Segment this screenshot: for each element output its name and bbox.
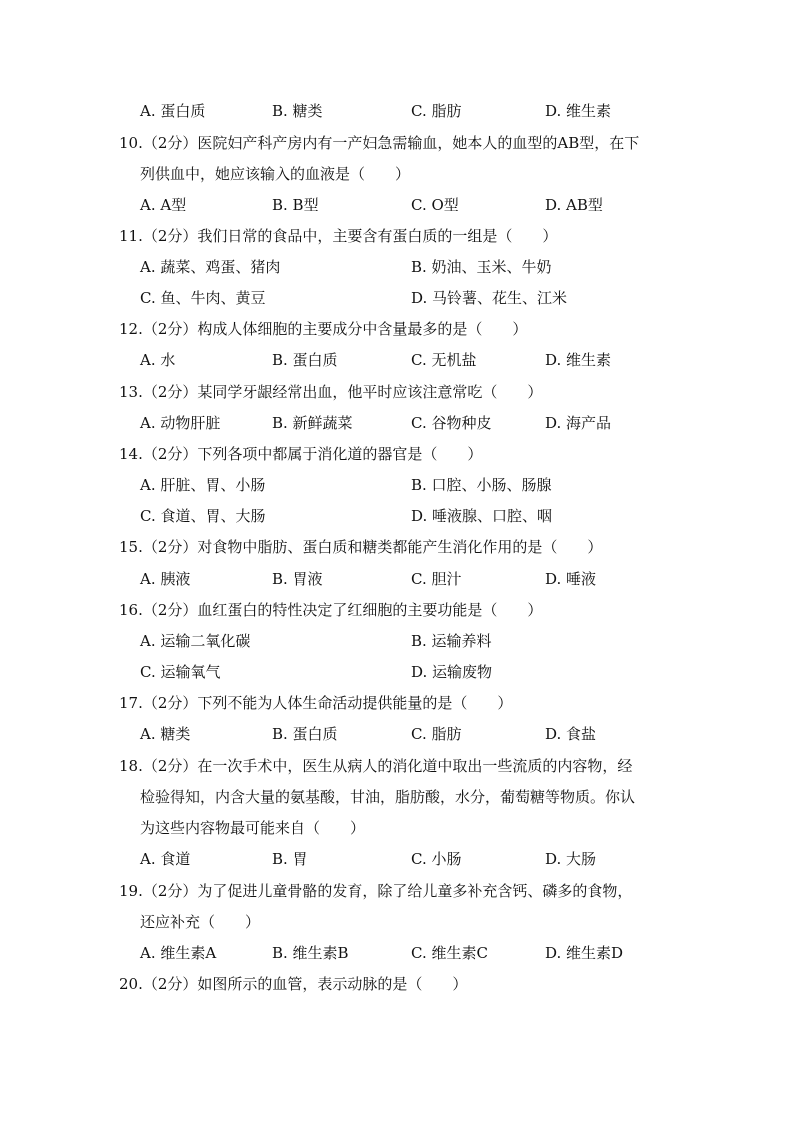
option-d: D. 维生素 bbox=[545, 351, 612, 369]
option-c: C. 谷物种皮 bbox=[411, 414, 492, 432]
option-a: A. 胰液 bbox=[140, 570, 191, 588]
option-b: B. 口腔、小肠、肠腺 bbox=[411, 476, 552, 494]
option-c: C. 食道、胃、大肠 bbox=[140, 507, 266, 525]
option-c: C. 脂肪 bbox=[411, 725, 462, 743]
option-a: A. 蔬菜、鸡蛋、猪肉 bbox=[140, 258, 281, 276]
option-d: D. 唾液腺、口腔、咽 bbox=[411, 507, 553, 525]
question-18-stem-cont-1: 检验得知，内含大量的氨基酸，甘油，脂肪酸，水分，葡萄糖等物质。你认 bbox=[140, 788, 636, 806]
option-a: A. 水 bbox=[140, 351, 176, 369]
option-a: A. A型 bbox=[140, 196, 187, 214]
question-15-stem: 15.（2分）对食物中脂肪、蛋白质和糖类都能产生消化作用的是（ ） bbox=[119, 538, 603, 556]
option-a: A. 运输二氧化碳 bbox=[140, 632, 251, 650]
option-b: B. 胃 bbox=[272, 850, 308, 868]
option-c: C. 脂肪 bbox=[411, 102, 462, 120]
option-d: D. 食盐 bbox=[545, 725, 597, 743]
option-a: A. 食道 bbox=[140, 850, 191, 868]
option-b: B. 新鲜蔬菜 bbox=[272, 414, 353, 432]
option-b: B. 维生素B bbox=[272, 944, 349, 962]
question-18-stem: 18.（2分）在一次手术中，医生从病人的消化道中取出一些流质的内容物，经 bbox=[119, 757, 633, 775]
option-c: C. O型 bbox=[411, 196, 459, 214]
question-10-stem: 10.（2分）医院妇产科产房内有一产妇急需输血，她本人的血型的AB型，在下 bbox=[119, 134, 640, 152]
option-c: C. 胆汁 bbox=[411, 570, 462, 588]
option-d: D. 唾液 bbox=[545, 570, 597, 588]
option-c: C. 鱼、牛肉、黄豆 bbox=[140, 289, 266, 307]
option-a: A. 糖类 bbox=[140, 725, 191, 743]
option-a: A. 动物肝脏 bbox=[140, 414, 221, 432]
option-b: B. 糖类 bbox=[272, 102, 323, 120]
question-12-stem: 12.（2分）构成人体细胞的主要成分中含量最多的是（ ） bbox=[119, 320, 528, 338]
option-c: C. 小肠 bbox=[411, 850, 462, 868]
option-b: B. 运输养料 bbox=[411, 632, 492, 650]
option-c: C. 运输氧气 bbox=[140, 663, 221, 681]
option-b: B. 蛋白质 bbox=[272, 351, 338, 369]
option-a: A. 肝脏、胃、小肠 bbox=[140, 476, 266, 494]
option-d: D. 维生素 bbox=[545, 102, 612, 120]
question-16-stem: 16.（2分）血红蛋白的特性决定了红细胞的主要功能是（ ） bbox=[119, 601, 543, 619]
question-17-stem: 17.（2分）下列不能为人体生命活动提供能量的是（ ） bbox=[119, 694, 513, 712]
option-b: B. 奶油、玉米、牛奶 bbox=[411, 258, 552, 276]
option-a: A. 维生素A bbox=[140, 944, 217, 962]
option-b: B. 蛋白质 bbox=[272, 725, 338, 743]
option-d: D. 大肠 bbox=[545, 850, 597, 868]
question-10-stem-cont: 列供血中，她应该输入的血液是（ ） bbox=[140, 165, 411, 183]
question-14-stem: 14.（2分）下列各项中都属于消化道的器官是（ ） bbox=[119, 445, 483, 463]
option-a: A. 蛋白质 bbox=[140, 102, 206, 120]
option-d: D. 马铃薯、花生、江米 bbox=[411, 289, 568, 307]
option-b: B. B型 bbox=[272, 196, 319, 214]
option-d: D. 运输废物 bbox=[411, 663, 493, 681]
option-c: C. 维生素C bbox=[411, 944, 488, 962]
option-d: D. AB型 bbox=[545, 196, 603, 214]
option-d: D. 维生素D bbox=[545, 944, 624, 962]
question-18-stem-cont-2: 为这些内容物最可能来自（ ） bbox=[140, 819, 366, 837]
question-19-stem: 19.（2分）为了促进儿童骨骼的发育，除了给儿童多补充含钙、磷多的食物， bbox=[119, 882, 633, 900]
option-d: D. 海产品 bbox=[545, 414, 612, 432]
option-c: C. 无机盐 bbox=[411, 351, 477, 369]
question-20-stem: 20.（2分）如图所示的血管，表示动脉的是（ ） bbox=[119, 975, 468, 993]
option-b: B. 胃液 bbox=[272, 570, 323, 588]
question-11-stem: 11.（2分）我们日常的食品中，主要含有蛋白质的一组是（ ） bbox=[119, 227, 558, 245]
question-19-stem-cont: 还应补充（ ） bbox=[140, 913, 261, 931]
question-13-stem: 13.（2分）某同学牙龈经常出血，他平时应该注意常吃（ ） bbox=[119, 383, 543, 401]
